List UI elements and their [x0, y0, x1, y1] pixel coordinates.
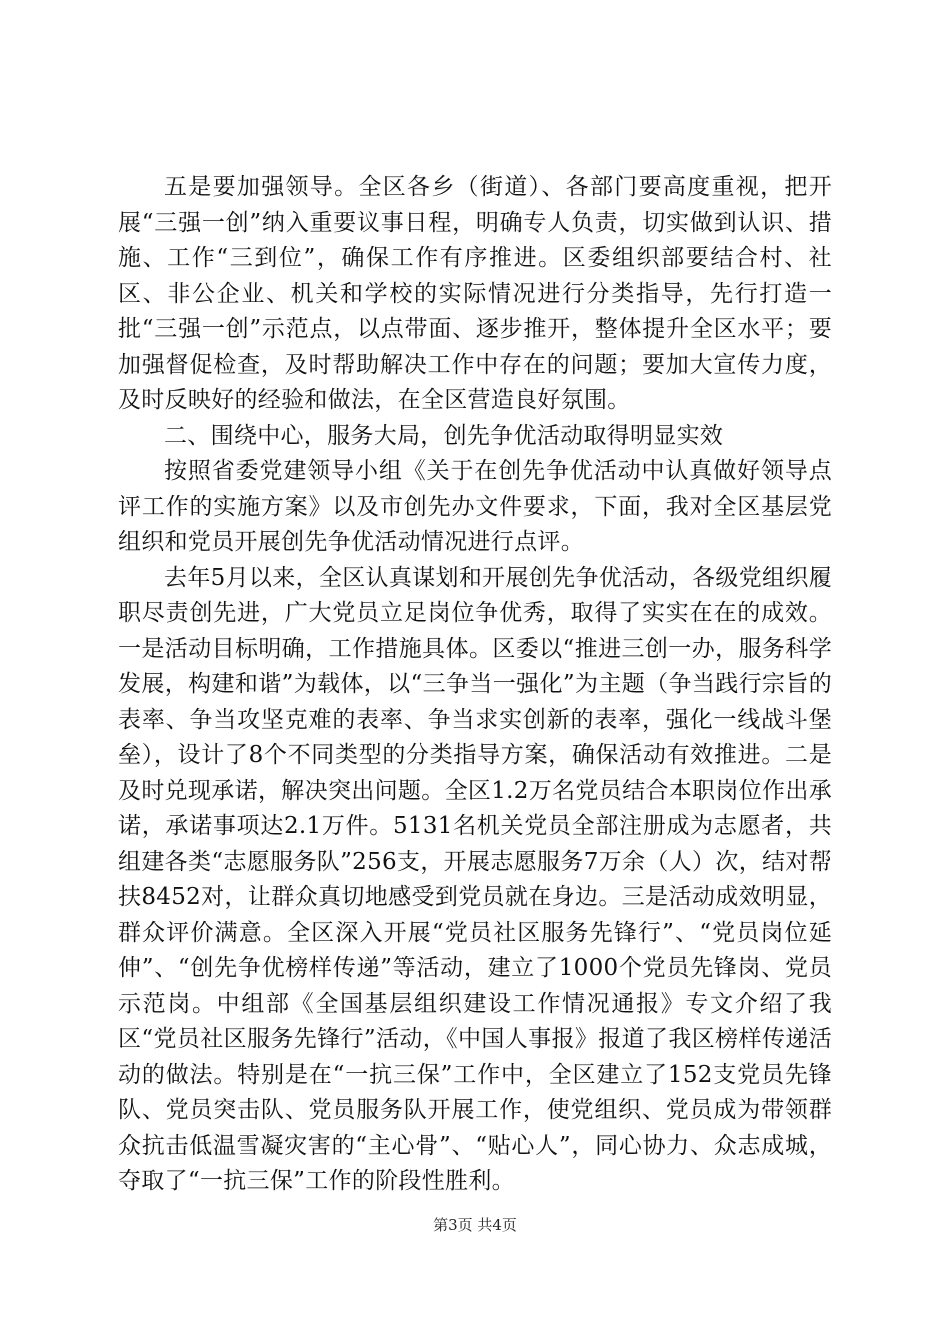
document-body	[118, 170, 832, 1200]
paragraph-leadership: 五是要加强领导。全区各乡（街道）、各部门要高度重视，把开展“三强一创”纳入重要议事日程，明确专人负责，切实做到认识、措施、工作“三到位”，确保工作有序推进。区委组织部要结合村、社区、非公企业、机关和学校的实际情况进行分类指导，先行打造一批“三强一创”示范点，以点带面、逐步推开，整体提升全区水平；要加强督促检查，及时帮助解决工作中存在的问题；要加大宣传力度，及时反映好的经验和做法，在全区营造良好氛围。	[118, 174, 832, 413]
paragraph-achievements: 去年5月以来，全区认真谋划和开展创先争优活动，各级党组织履职尽责创先进，广大党员立足岗位争优秀，取得了实实在在的成效。一是活动目标明确，工作措施具体。区委以“推进三创一办，服务科学发展，构建和谐”为载体，以“三争当一强化”为主题（争当践行宗旨的表率、争当攻坚克难的表率、争当求实创新的表率，强化一线战斗堡垒），设计了8个不同类型的分类指导方案，确保活动有效推进。二是及时兑现承诺，解决突出问题。全区1.2万名党员结合本职岗位作出承诺，承诺事项达2.1万件。5131名机关党员全部注册成为志愿者，共组建各类“志愿服务队”256支，开展志愿服务7万余（人）次，结对帮扶8452对，让群众真切地感受到党员就在身边。三是活动成效明显，群众评价满意。全区深入开展“党员社区服务先锋行”、“党员岗位延伸”、“创先争优榜样传递”等活动，建立了1000个党员先锋岗、党员示范岗。中组部《全国基层组织建设工作情况通报》专文介绍了我区“党员社区服务先锋行”活动，《中国人事报》报道了我区榜样传递活动的做法。特别是在“一抗三保”工作中，全区建立了152支党员先锋队、党员突击队、党员服务队开展工作，使党组织、党员成为带领群众抗击低温雪凝灾害的“主心骨”、“贴心人”，同心协力、众志成城，夺取了“一抗三保”工作的阶段性胜利。	[118, 564, 832, 1194]
paragraph-review-intro: 按照省委党建领导小组《关于在创先争优活动中认真做好领导点评工作的实施方案》以及市创先办文件要求，下面，我对全区基层党组织和党员开展创先争优活动情况进行点评。	[118, 458, 832, 555]
section-heading-two: 二、围绕中心，服务大局，创先争优活动取得明显实效	[164, 422, 724, 449]
page-number-footer: 第3页 共4页	[433, 1216, 517, 1234]
